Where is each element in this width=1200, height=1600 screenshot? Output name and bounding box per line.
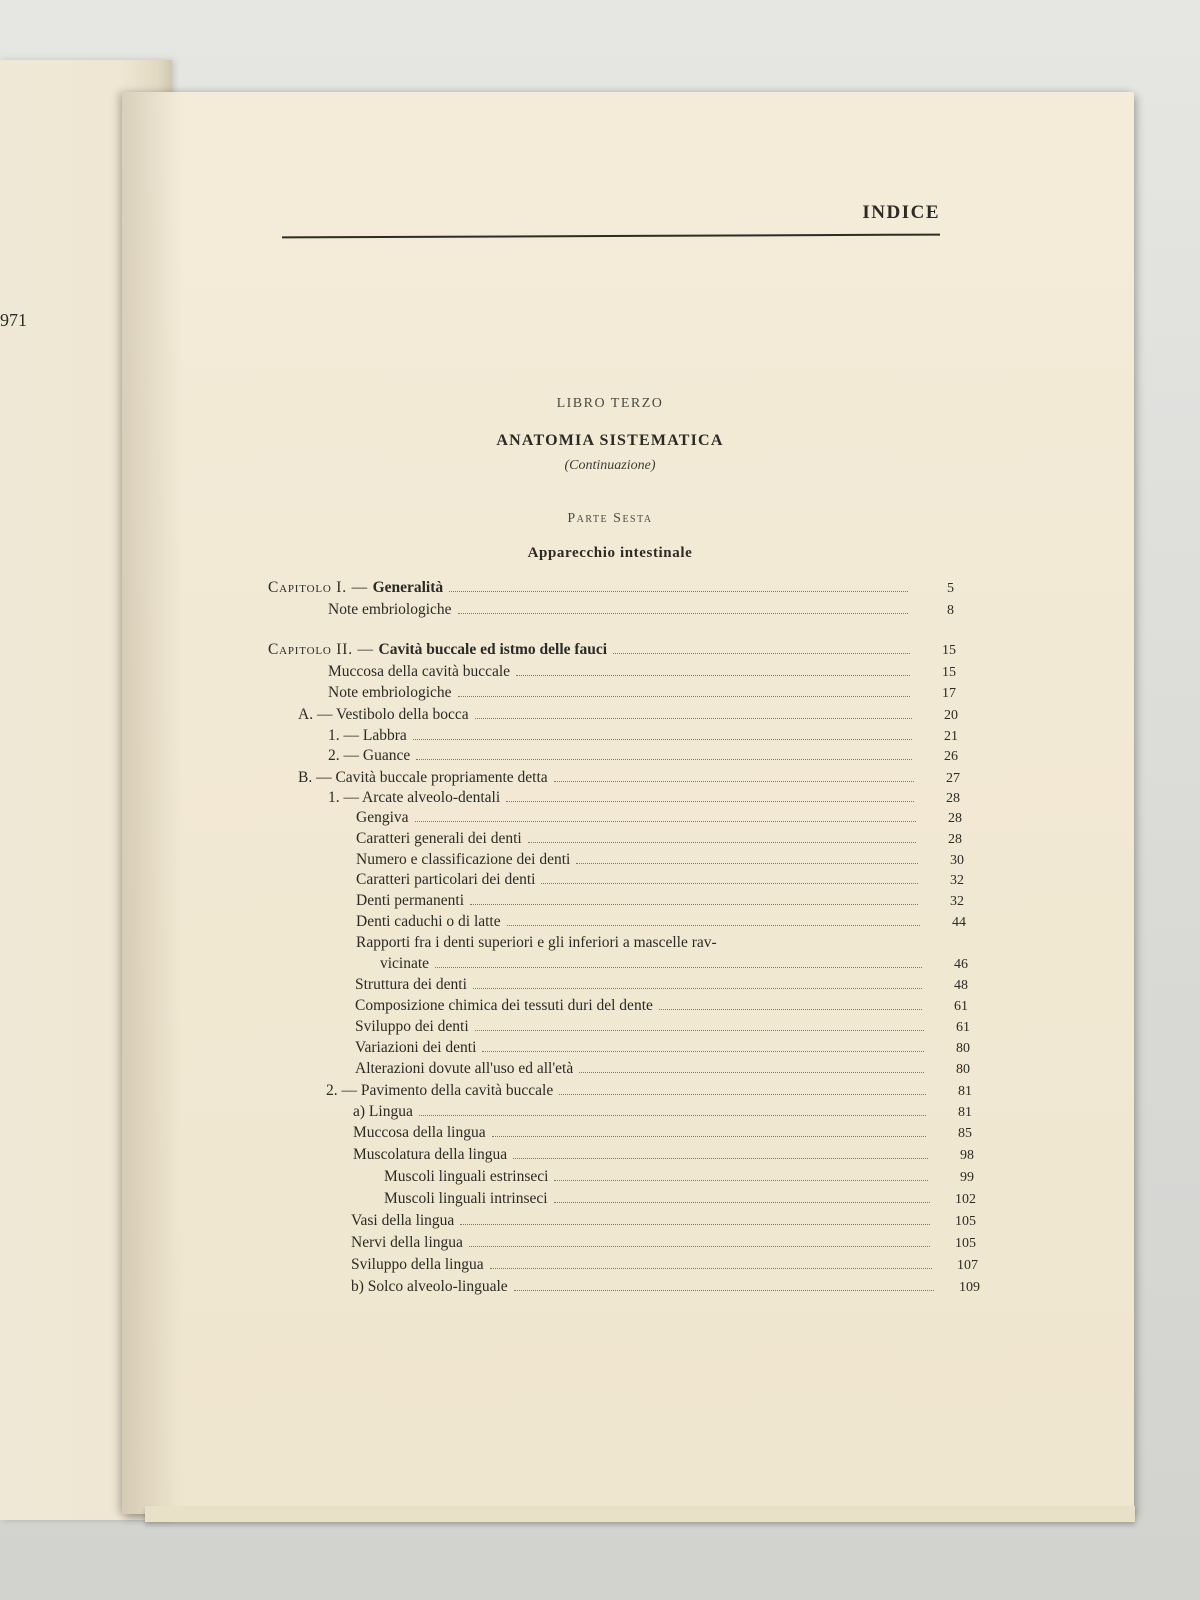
- toc-page-number: 21: [944, 729, 958, 744]
- toc-entry: [356, 912, 966, 932]
- toc-entry-title: Struttura dei denti: [355, 976, 467, 993]
- toc-entry: [356, 808, 962, 828]
- dot-leader: [458, 600, 908, 614]
- dot-leader: [554, 768, 914, 782]
- dot-leader: [613, 640, 910, 654]
- toc-entry-title: Sviluppo dei denti: [355, 1018, 469, 1035]
- toc-entry: [351, 1211, 976, 1231]
- toc-entry: [328, 662, 956, 682]
- toc-entry: [356, 850, 964, 870]
- dot-leader: [514, 1277, 934, 1291]
- toc-entry: [351, 1255, 978, 1275]
- toc-page-number: 28: [948, 832, 962, 847]
- toc-page-number: 61: [956, 1020, 970, 1035]
- toc-entry-title: Muscolatura della lingua: [353, 1146, 508, 1163]
- toc-page-number: 98: [960, 1148, 974, 1163]
- toc-page-number: 8: [947, 603, 954, 618]
- dot-leader: [473, 975, 922, 989]
- book-label: LIBRO TERZO: [556, 396, 664, 411]
- toc-entry-title: Alterazioni dovute all'uso ed all'età: [355, 1060, 574, 1077]
- toc-entry: [355, 996, 968, 1016]
- toc-page-number: 17: [942, 686, 956, 701]
- chapter-label: Capitolo II. —: [268, 641, 379, 658]
- toc-entry-title: B. — Cavità buccale propriamente detta: [298, 769, 548, 786]
- toc-page-number: 99: [960, 1170, 974, 1185]
- dot-leader: [435, 954, 922, 968]
- toc-entry-title: Numero e classificazione dei denti: [356, 851, 571, 868]
- toc-entry-title: Cavità buccale ed istmo delle fauci: [378, 641, 608, 658]
- toc-entry: [353, 1102, 972, 1122]
- toc-page-number: 80: [956, 1041, 970, 1056]
- toc-entry-title: A. — Vestibolo della bocca: [298, 706, 469, 723]
- toc-entry-title: Sviluppo della lingua: [351, 1256, 484, 1273]
- toc-entry: [356, 829, 962, 849]
- toc-entry: [328, 746, 958, 766]
- toc-page-number: 30: [950, 853, 964, 868]
- toc-page-number: 20: [944, 708, 958, 723]
- dot-leader: [415, 808, 916, 822]
- toc-entry: [328, 788, 960, 808]
- toc-entry: [353, 1145, 974, 1165]
- toc-page-number: 46: [954, 957, 968, 972]
- dot-leader: [475, 1017, 924, 1031]
- toc-entry: [355, 1017, 970, 1037]
- toc-entry: [351, 1233, 976, 1253]
- dot-leader: [513, 1145, 928, 1159]
- dot-leader: [416, 746, 912, 760]
- toc-entry-title: Muccosa della cavità buccale: [328, 663, 511, 680]
- toc-page-number: 105: [955, 1236, 976, 1251]
- toc-entry-title: Vasi della lingua: [351, 1212, 455, 1229]
- toc-entry-title: 2. — Pavimento della cavità buccale: [326, 1082, 554, 1099]
- toc-page-number: 44: [952, 915, 966, 930]
- toc-entry-title: b) Solco alveolo-linguale: [351, 1278, 508, 1295]
- toc-entry-title: Note embriologiche: [328, 601, 452, 618]
- toc-entry-continuation: vicinate: [380, 955, 430, 972]
- toc-entry: [268, 578, 954, 598]
- dot-leader: [506, 788, 914, 802]
- toc-entry: [328, 683, 956, 703]
- toc-page-number: 105: [955, 1214, 976, 1229]
- toc-page-number: 26: [944, 749, 958, 764]
- dot-leader: [579, 1059, 924, 1073]
- dot-leader: [554, 1167, 928, 1181]
- toc-entry: [356, 891, 964, 911]
- toc-entry-title: Denti caduchi o di latte: [356, 913, 501, 930]
- toc-entry-title: Composizione chimica dei tessuti duri del dente: [355, 997, 653, 1014]
- dot-leader: [490, 1255, 932, 1269]
- dot-leader: [528, 829, 916, 843]
- dot-leader: [492, 1123, 926, 1137]
- toc-page-number: 80: [956, 1062, 970, 1077]
- toc-page-number: 81: [958, 1084, 972, 1099]
- dot-leader: [458, 683, 910, 697]
- toc-entry: [351, 1277, 980, 1297]
- toc-page-number: 28: [948, 811, 962, 826]
- dot-leader: [419, 1102, 926, 1116]
- toc-entry-title: 2. — Guance: [328, 747, 411, 764]
- toc-entry: [355, 975, 968, 995]
- toc-entry: [328, 600, 954, 620]
- dot-leader: [554, 1189, 930, 1203]
- toc-entry-title: a) Lingua: [353, 1103, 413, 1120]
- toc-entry-title: Gengiva: [356, 809, 409, 826]
- toc-entry: [326, 1081, 972, 1101]
- dot-leader: [469, 1233, 930, 1247]
- book-subtitle: (Continuazione): [564, 458, 656, 473]
- toc-entry-title: Caratteri generali dei denti: [356, 830, 522, 847]
- toc-page-number: 15: [942, 665, 956, 680]
- toc-page-number: 5: [947, 581, 954, 596]
- toc-entry: [268, 640, 956, 660]
- chapter-label: Capitolo I. —: [268, 579, 373, 596]
- dot-leader: [460, 1211, 930, 1225]
- dot-leader: [482, 1038, 924, 1052]
- toc-page-number: 109: [959, 1280, 980, 1295]
- toc-page-number: 107: [957, 1258, 978, 1273]
- toc-page-number: 48: [954, 978, 968, 993]
- toc-entry-title: Denti permanenti: [356, 892, 465, 909]
- toc-entry-title: Muccosa della lingua: [353, 1124, 486, 1141]
- toc-entry-title: 1. — Labbra: [328, 727, 407, 744]
- dot-leader: [659, 996, 922, 1010]
- toc-entry: [384, 1189, 976, 1209]
- dot-leader: [516, 662, 910, 676]
- part-label: Parte Sesta: [567, 511, 653, 526]
- toc-entry-title: 1. — Arcate alveolo-dentali: [328, 789, 501, 806]
- dot-leader: [470, 891, 918, 905]
- toc-entry: [298, 705, 958, 725]
- toc-entry: [353, 1123, 972, 1143]
- toc-entry-title: Muscoli linguali intrinseci: [384, 1190, 548, 1207]
- left-page-number: 971: [0, 310, 27, 330]
- toc-entry: [356, 870, 964, 890]
- toc-page-number: 32: [950, 873, 964, 888]
- toc-entry: [298, 768, 960, 788]
- dot-leader: [475, 705, 912, 719]
- gutter-shadow: [122, 92, 182, 1514]
- toc-entry: [384, 1167, 974, 1187]
- dot-leader: [541, 870, 918, 884]
- toc-page-number: 15: [942, 643, 956, 658]
- dot-leader: [507, 912, 920, 926]
- toc-entry-title: Nervi della lingua: [351, 1234, 463, 1251]
- dot-leader: [559, 1081, 926, 1095]
- toc-entry-title: Muscoli linguali estrinseci: [384, 1168, 549, 1185]
- dot-leader: [413, 726, 912, 740]
- running-head: INDICE: [862, 202, 940, 223]
- book-title: ANATOMIA SISTEMATICA: [496, 432, 724, 449]
- toc-page-number: 32: [950, 894, 964, 909]
- toc-entry: [355, 1059, 970, 1079]
- toc-page-number: 27: [946, 771, 960, 786]
- toc-entry: [328, 726, 958, 746]
- toc-entry-title: Rapporti fra i denti superiori e gli inferiori a mascelle rav-: [356, 934, 717, 951]
- toc-page-number: 85: [958, 1126, 972, 1141]
- section-title: Apparecchio intestinale: [527, 545, 693, 561]
- toc-entry-title: Note embriologiche: [328, 684, 452, 701]
- toc-entry: [380, 954, 968, 974]
- toc-page-number: 28: [946, 791, 960, 806]
- toc-entry: [355, 1038, 970, 1058]
- dot-leader: [576, 850, 918, 864]
- toc-entry-title: Generalità: [372, 579, 444, 596]
- toc-page-number: 61: [954, 999, 968, 1014]
- page-stack-edge: [145, 1506, 1135, 1522]
- toc-page-number: 81: [958, 1105, 972, 1120]
- dot-leader: [449, 578, 908, 592]
- toc-page-number: 102: [955, 1192, 976, 1207]
- toc-entry-title: Caratteri particolari dei denti: [356, 871, 536, 888]
- toc-entry-title: Variazioni dei denti: [355, 1039, 477, 1056]
